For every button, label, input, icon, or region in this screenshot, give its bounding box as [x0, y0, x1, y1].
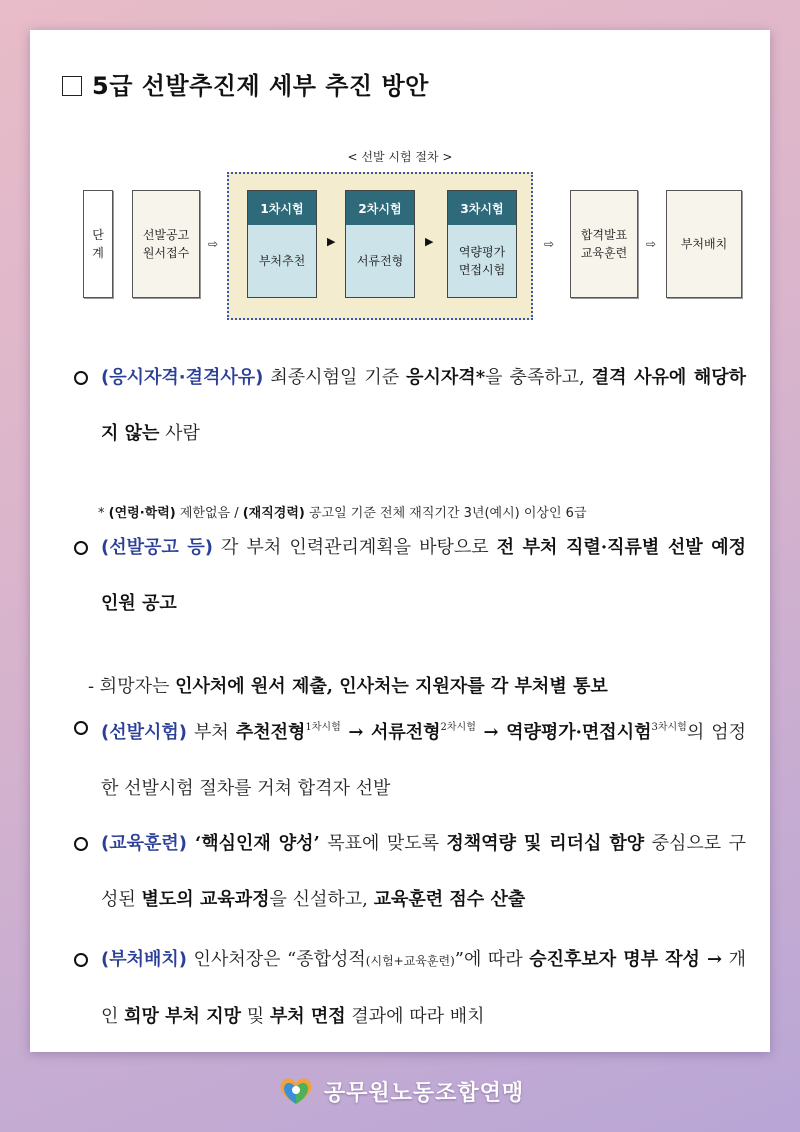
black-arrow-icon: ▶ [425, 235, 434, 248]
stage-2-box [345, 190, 415, 298]
stage-1-body: 부처추천 [258, 254, 306, 268]
item-announcement [74, 520, 746, 632]
item-1-keyword: (응시자격·결격사유) [101, 367, 264, 388]
item-1-b2: 결격 사유에 해당하지 않는 [101, 367, 746, 444]
item-3-s1: 1차시험 [305, 722, 341, 733]
item-4-t1: 목표에 맞도록 [319, 833, 447, 854]
item-5-t5: 결과에 따라 배치 [345, 1006, 485, 1027]
step-label-b: 계 [92, 246, 104, 260]
footer [0, 1074, 800, 1112]
item-5-text [101, 932, 746, 1045]
item-3-keyword: (선발시험) [101, 722, 188, 743]
black-arrow-icon: ▶ [327, 235, 336, 248]
item-eligibility [74, 350, 746, 462]
white-arrow-icon: ⇨ [646, 237, 657, 251]
box1-line-a: 선발공고 [142, 228, 190, 242]
applicant-subitem [88, 672, 608, 698]
white-arrow-icon: ⇨ [544, 237, 555, 251]
item-5-keyword: (부처배치) [101, 949, 188, 970]
item-2-b1: 전 부처 직렬·직류별 선발 예정 인원 공고 [101, 537, 746, 614]
box1-line-b: 원서접수 [142, 246, 190, 260]
item-5-b1: 승진후보자 명부 작성 → [529, 949, 723, 970]
item-4-text [101, 816, 746, 928]
circle-bullet-icon [74, 721, 88, 735]
dash-t1: - 희망자는 [88, 676, 176, 697]
item-3-s2: 2차시험 [440, 722, 476, 733]
dash-b1: 인사처에 원서 제출, 인사처는 지원자를 각 부처별 통보 [175, 676, 608, 697]
item-1-t3: 사람 [159, 423, 200, 444]
stage-3-box [447, 190, 517, 298]
item-3-t2: 의 엄정한 선발시험 절차를 거쳐 합격자 선발 [101, 722, 746, 799]
footer-inner [276, 1074, 524, 1108]
item-2-t1: 각 부처 인력관리계획을 바탕으로 [213, 537, 497, 558]
item-5-s1: (시험+교육훈련) [365, 954, 455, 968]
item-1-text [101, 350, 746, 462]
item-4-b2: 정책역량 및 리더십 함양 [446, 833, 645, 854]
process-caption: < 선발 시험 절차 > [347, 150, 453, 164]
box5-line-a: 합격발표 [580, 228, 628, 242]
stage-3-line-a: 역량평가 [458, 245, 506, 259]
item-4-keyword: (교육훈련) [101, 833, 188, 854]
item-5-t3: 개인 [101, 949, 746, 1027]
item-3-a2: → [475, 722, 507, 743]
item-4-b4: 교육훈련 점수 산출 [373, 889, 526, 910]
box-placement: 부처배치 [666, 190, 742, 298]
box5-line-b: 교육훈련 [580, 246, 628, 260]
note-b2: (재직경력) [242, 506, 305, 521]
stage-2-header: 2차시험 [346, 191, 414, 225]
circle-bullet-icon [74, 371, 88, 385]
stage-1-header: 1차시험 [248, 191, 316, 225]
stage-3-header: 3차시험 [448, 191, 516, 225]
stage-2-body: 서류전형 [356, 254, 404, 268]
item-2-text [101, 520, 746, 632]
item-3-a1: → [340, 722, 371, 743]
stage-3-line-b: 면접시험 [458, 263, 506, 277]
item-4-b1: ‘핵심인재 양성’ [187, 833, 320, 854]
item-4-t2: 중심으로 구성된 [101, 833, 746, 910]
checkbox-square-icon [62, 76, 82, 96]
item-training [74, 816, 746, 928]
note-t1: 제한없음 / [175, 506, 243, 521]
eligibility-footnote [98, 502, 587, 521]
item-3-s3: 3차시험 [651, 722, 687, 733]
item-5-t4: 및 [241, 1006, 270, 1027]
step-label-a: 단 [92, 228, 104, 242]
title-text: 5급 선발추진제 세부 추진 방안 [92, 72, 429, 100]
circle-bullet-icon [74, 837, 88, 851]
item-3-b3: 역량평가·면접시험 [506, 722, 652, 743]
organization-name: 공무원노동조합연맹 [323, 1080, 525, 1106]
item-3-text [101, 700, 746, 817]
note-b1: (연령·학력) [108, 506, 176, 521]
box-announcement-training [570, 190, 638, 298]
item-3-b1: 추천전형 [235, 722, 306, 743]
note-t2: 공고일 기준 전체 재직기간 3년(예시) 이상인 6급 [304, 506, 587, 521]
item-4-b3: 별도의 교육과정 [141, 889, 270, 910]
document-page [30, 30, 770, 1052]
item-1-t2: 을 충족하고, [485, 367, 592, 388]
white-arrow-icon: ⇨ [208, 237, 219, 251]
stage-3-body [448, 225, 516, 297]
item-5-t2: ”에 따라 [454, 949, 530, 970]
item-1-t1: 최종시험일 기준 [263, 367, 407, 388]
item-selection-exam [74, 700, 746, 817]
note-star: * [98, 506, 109, 521]
item-3-t1: 부처 [187, 722, 236, 743]
item-2-keyword: (선발공고 등) [101, 537, 213, 558]
item-3-b2: 서류전형 [370, 722, 441, 743]
union-logo-icon [276, 1074, 316, 1108]
page-title [62, 66, 429, 101]
circle-bullet-icon [74, 541, 88, 555]
item-1-b1: 응시자격* [406, 367, 486, 388]
item-5-t1: 인사처장은 “종합성적 [187, 949, 366, 970]
circle-bullet-icon [74, 953, 88, 967]
item-4-t3: 을 신설하고, [269, 889, 374, 910]
box-announcement [132, 190, 200, 298]
item-5-b3: 부처 면접 [269, 1006, 346, 1027]
stage-1-box [247, 190, 317, 298]
item-5-b2: 희망 부처 지망 [124, 1006, 241, 1027]
item-placement [74, 932, 746, 1045]
step-label-box [83, 190, 113, 298]
